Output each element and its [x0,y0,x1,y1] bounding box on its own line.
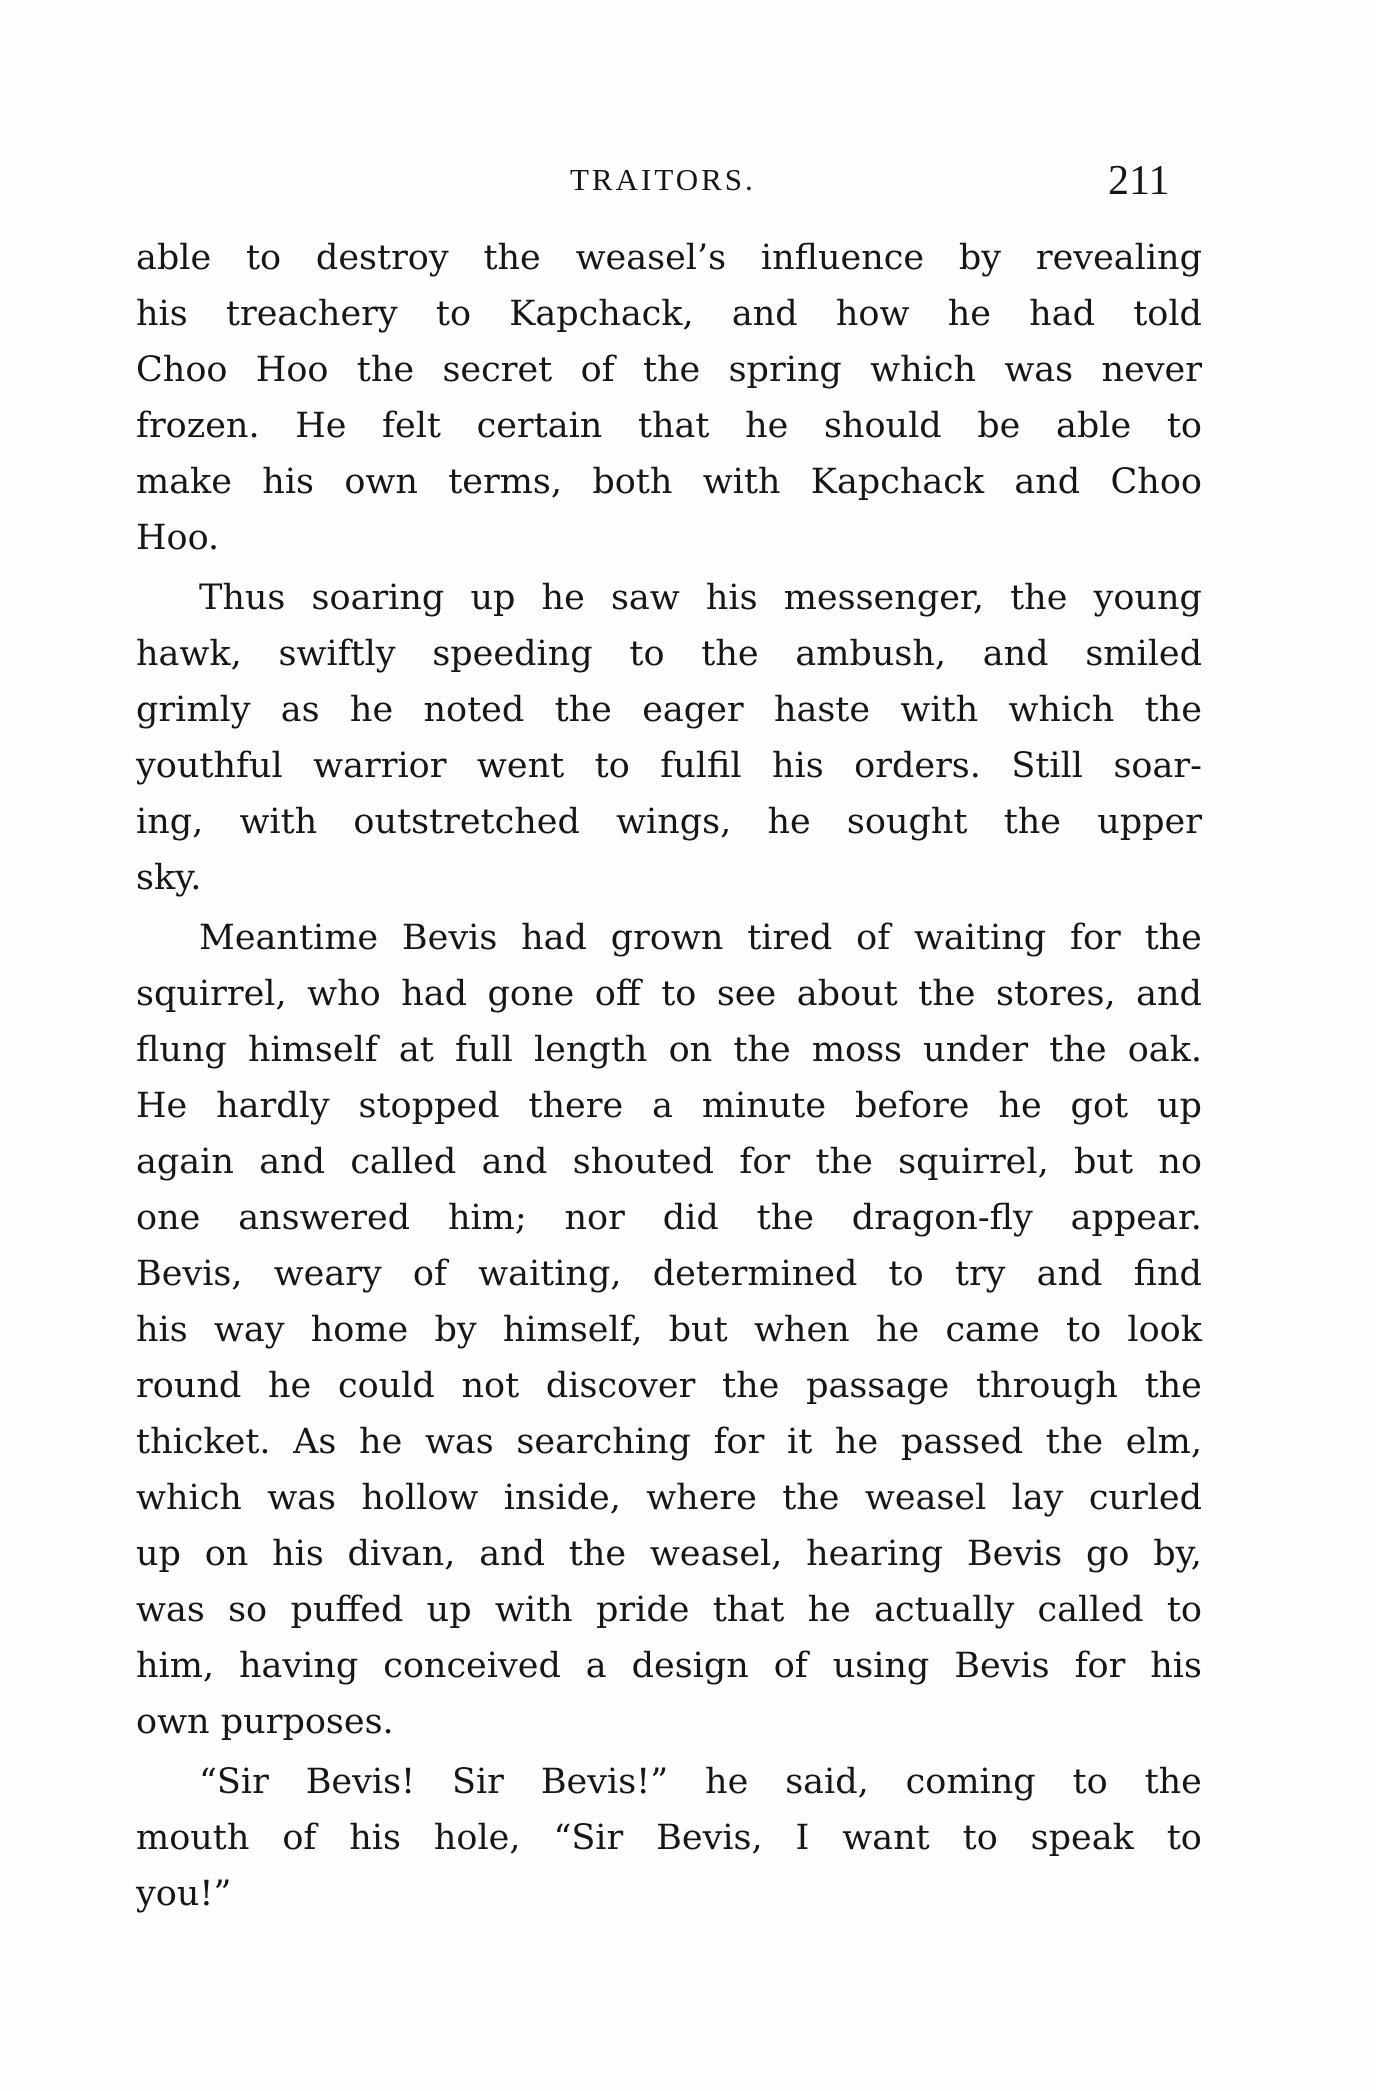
word: As [293,1422,337,1462]
word: of [580,350,615,390]
word: shouted [572,1142,715,1182]
word: weasel [864,1478,987,1518]
word: divan, [347,1534,456,1574]
word: look [1127,1310,1202,1350]
word: passed [900,1422,1024,1462]
word: and [731,294,798,334]
word: and [481,1142,548,1182]
word: dragon-fly [851,1198,1033,1238]
word: could [337,1366,435,1406]
word: not [461,1366,520,1406]
word: he [767,802,811,842]
word: weasel’s [575,238,727,278]
word: want [842,1818,930,1858]
word: make [136,462,232,502]
word: answered [238,1198,411,1238]
text-line [136,398,1202,454]
word: design [631,1646,749,1686]
word: you!” [136,1874,232,1914]
word: said, [785,1762,869,1802]
word: coming [905,1762,1036,1802]
text-line [136,794,1202,850]
word: elm, [1125,1422,1202,1462]
word: treachery [225,294,398,334]
word: Bevis [966,1534,1063,1574]
word: stores, [996,974,1116,1014]
word: but [1074,1142,1134,1182]
word: up [426,1590,472,1630]
word: for [1074,1646,1126,1686]
word: his [349,1818,401,1858]
text-line [136,570,1202,626]
word: did [662,1198,719,1238]
word: messenger, [783,578,984,618]
word: he [947,294,991,334]
word: Thus [199,578,286,618]
word: a [652,1086,673,1126]
word: he [359,1422,403,1462]
word: he [834,1422,879,1462]
word: orders. [854,746,981,786]
word: he [349,690,394,730]
word: soar- [1113,746,1202,786]
word: his [705,578,758,618]
word: swiftly [278,634,396,674]
word: hole, [433,1818,521,1858]
word: grown [610,918,724,958]
word: at [398,1030,434,1070]
text-line [136,230,1202,286]
text-line [136,1134,1202,1190]
word: hearing [806,1534,944,1574]
word: Choo [1110,462,1202,502]
word: lay [1011,1478,1064,1518]
word: to [962,1818,998,1858]
word: with [900,690,979,730]
word: Hoo. [136,518,220,558]
word: a [585,1646,607,1686]
text-line [136,1414,1202,1470]
word: who [307,974,381,1014]
word: gone [487,974,575,1014]
word: be [977,406,1021,446]
word: had [401,974,468,1014]
word: pride [595,1590,690,1630]
word: the [356,350,415,390]
word: waiting [913,918,1047,958]
word: the [568,1534,627,1574]
word: eager [642,690,744,730]
word: went [476,746,565,786]
word: on [204,1534,249,1574]
word: his [262,462,314,502]
word: find [1133,1254,1202,1294]
word: which [870,350,977,390]
word: there [528,1086,624,1126]
word: the [815,1142,873,1182]
text-line [136,738,1202,794]
word: try [954,1254,1006,1294]
word: own [344,462,418,502]
word: to [1166,1590,1202,1630]
text-line [136,682,1202,738]
word: ambush, [795,634,947,674]
word: Bevis, [656,1818,763,1858]
word: for [1070,918,1121,958]
word: himself, [502,1310,643,1350]
word: of [282,1818,317,1858]
word: the [1144,1366,1202,1406]
word: the [1144,918,1202,958]
word: up [136,1534,181,1574]
text-line [136,286,1202,342]
word: home [310,1310,409,1350]
word: the [483,238,541,278]
text-line [136,1302,1202,1358]
word: up [1156,1086,1202,1126]
word: to [629,634,665,674]
word: thicket. [136,1422,271,1462]
page-number: 211 [1108,158,1170,204]
text-line [136,1470,1202,1526]
word: with [494,1590,573,1630]
word: spring [728,350,842,390]
word: frozen. [136,406,260,446]
text-line [136,1866,1202,1922]
word: saw [610,578,680,618]
text-line [136,1246,1202,1302]
word: grimly [136,690,251,730]
word: him, [136,1646,215,1686]
word: off [594,974,641,1014]
word: having [238,1646,359,1686]
word: he [807,1590,851,1630]
word: destroy [315,238,449,278]
word: see [716,974,777,1014]
word: tired [747,918,833,958]
word: puffed [290,1590,404,1630]
word: how [835,294,910,334]
word: and [982,634,1049,674]
text-line [136,626,1202,682]
word: the [701,634,759,674]
word: before [854,1086,970,1126]
text-line [136,850,1202,906]
text-line [136,1582,1202,1638]
word: discover [545,1366,696,1406]
word: and [1036,1254,1103,1294]
text-line [136,1078,1202,1134]
word: He [295,406,347,446]
word: Bevis! [305,1762,416,1802]
word: he [875,1310,920,1350]
word: the [722,1366,780,1406]
word: he [268,1366,312,1406]
word: for [739,1142,791,1182]
word: that [637,406,710,446]
word: weasel, [649,1534,783,1574]
word: outstretched [353,802,580,842]
word: waiting, [478,1254,622,1294]
text-line [136,1526,1202,1582]
word: where [646,1478,757,1518]
word: Choo [136,350,228,390]
word: he [745,406,789,446]
word: young [1093,578,1202,618]
word: haste [773,690,871,730]
word: wings, [616,802,732,842]
word: again [136,1142,234,1182]
text-line [136,510,1202,566]
word: was [267,1478,336,1518]
word: never [1101,350,1202,390]
word: hawk, [136,634,242,674]
word: influence [760,238,925,278]
word: under [923,1030,1029,1070]
word: Still [1011,746,1083,786]
word: he [541,578,585,618]
word: up [470,578,516,618]
text-line [136,1754,1202,1810]
word: noted [423,690,525,730]
text-line [136,966,1202,1022]
word: his [136,1310,188,1350]
word: using [832,1646,930,1686]
word: he [998,1086,1042,1126]
word: squirrel, [898,1142,1049,1182]
running-title: TRAITORS. [570,162,756,197]
word: purposes. [220,1702,394,1742]
text-line [136,1190,1202,1246]
word: hollow [361,1478,479,1518]
word: oak. [1127,1030,1202,1070]
word: which [1008,690,1115,730]
word: to [1072,1762,1108,1802]
word: the [1010,578,1068,618]
word: speeding [432,634,593,674]
word: through [975,1366,1118,1406]
text-line [136,1694,1202,1750]
word: Bevis [954,1646,1050,1686]
word: moss [811,1030,903,1070]
word: had [521,918,587,958]
word: called [1037,1590,1144,1630]
word: his [136,294,188,334]
word: nor [564,1198,625,1238]
word: which [136,1478,242,1518]
word: youthful [136,746,283,786]
word: no [1158,1142,1202,1182]
word: and [479,1534,546,1574]
word: smiled [1085,634,1202,674]
word: I [795,1818,810,1858]
text-line [136,1358,1202,1414]
text-line [136,910,1202,966]
word: and [259,1142,326,1182]
word: the [1003,802,1062,842]
text-line [136,1638,1202,1694]
word: the [756,1198,814,1238]
word: felt [382,406,441,446]
word: “Sir [199,1762,269,1802]
word: terms, [448,462,562,502]
word: stopped [358,1086,500,1126]
word: conceived [383,1646,561,1686]
word: told [1133,294,1202,334]
word: Bevis, [136,1254,243,1294]
word: when [753,1310,850,1350]
word: able [136,238,212,278]
word: to [888,1254,924,1294]
text-line [136,342,1202,398]
word: go [1086,1534,1130,1574]
word: by [434,1310,477,1350]
word: of [856,918,891,958]
word: had [1029,294,1095,334]
word: revealing [1035,238,1202,278]
word: his [1150,1646,1202,1686]
word: to [594,746,630,786]
word: able [1056,406,1132,446]
word: He [136,1086,188,1126]
word: of [412,1254,447,1294]
word: Meantime [199,918,379,958]
word: the [782,1478,840,1518]
word: Hoo [255,350,329,390]
word: actually [874,1590,1015,1630]
word: both [592,462,673,502]
word: to [661,974,697,1014]
word: own [136,1702,210,1742]
word: Kapchack, [509,294,694,334]
word: him; [447,1198,527,1238]
word: hardly [216,1086,330,1126]
word: of [773,1646,808,1686]
word: was [424,1422,494,1462]
word: inside, [503,1478,621,1518]
word: to [435,294,472,334]
word: secret [442,350,553,390]
word: soaring [311,578,445,618]
word: and [1014,462,1081,502]
word: “Sir [553,1818,624,1858]
word: should [823,406,942,446]
word: the [918,974,976,1014]
word: full [454,1030,513,1070]
word: fulfil [660,746,742,786]
word: so [228,1590,268,1630]
word: Bevis [401,918,498,958]
word: squirrel, [136,974,287,1014]
word: weary [273,1254,382,1294]
word: to [1066,1310,1102,1350]
word: upper [1097,802,1202,842]
word: he [705,1762,749,1802]
word: the [642,350,701,390]
word: Kapchack [810,462,985,502]
word: way [213,1310,285,1350]
word: determined [652,1254,858,1294]
word: about [796,974,898,1014]
word: sky. [136,858,202,898]
word: but [668,1310,728,1350]
word: passage [806,1366,950,1406]
word: Bevis!” [540,1762,669,1802]
word: the [1045,1422,1104,1462]
word: flung [136,1030,227,1070]
word: the [733,1030,791,1070]
word: speak [1030,1818,1134,1858]
word: came [945,1310,1040,1350]
word: himself [247,1030,378,1070]
word: mouth [136,1818,250,1858]
word: to [245,238,282,278]
word: curled [1088,1478,1202,1518]
word: it [787,1422,813,1462]
word: ing, [136,802,204,842]
body-text [136,230,1202,1922]
word: as [280,690,320,730]
word: the [1049,1030,1107,1070]
word: sought [846,802,968,842]
word: the [554,690,612,730]
word: minute [701,1086,827,1126]
word: his [771,746,824,786]
word: was [1004,350,1074,390]
word: on [668,1030,713,1070]
word: was [136,1590,205,1630]
word: one [136,1198,201,1238]
word: round [136,1366,242,1406]
word: with [239,802,318,842]
text-line [136,1810,1202,1866]
word: his [272,1534,324,1574]
word: to [1166,1818,1202,1858]
word: to [1166,406,1202,446]
word: with [702,462,781,502]
word: called [350,1142,457,1182]
text-line [136,1022,1202,1078]
word: certain [476,406,603,446]
word: got [1070,1086,1129,1126]
word: length [533,1030,648,1070]
word: Sir [452,1762,504,1802]
word: the [1144,1762,1202,1802]
word: and [1136,974,1202,1014]
word: by [958,238,1002,278]
word: warrior [313,746,447,786]
text-line [136,454,1202,510]
word: that [712,1590,785,1630]
word: appear. [1070,1198,1202,1238]
word: the [1144,690,1202,730]
word: searching [516,1422,691,1462]
word: for [713,1422,765,1462]
word: by, [1153,1534,1202,1574]
